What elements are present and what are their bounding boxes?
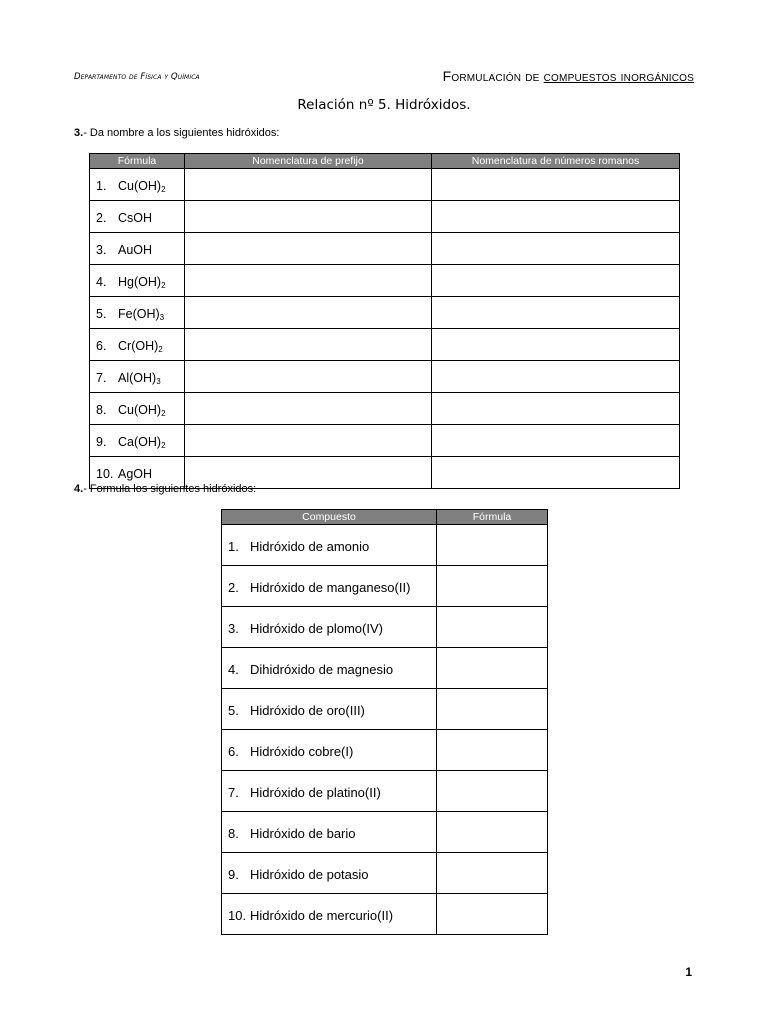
compound-name: Hidróxido de oro(III)	[250, 703, 365, 718]
formula-answer-cell[interactable]	[437, 853, 548, 894]
table-row	[90, 329, 680, 361]
formula-subscript: 3	[156, 376, 161, 386]
compound-cell	[222, 566, 437, 607]
document-title-part2: compuestos inorgánicos	[543, 68, 694, 84]
roman-name-answer-cell[interactable]	[432, 265, 680, 297]
roman-name-answer-cell[interactable]	[432, 169, 680, 201]
row-number: 8.	[228, 826, 239, 841]
row-number: 1.	[228, 539, 239, 554]
formula-answer-cell[interactable]	[437, 771, 548, 812]
table-row	[90, 169, 680, 201]
row-number: 4.	[228, 662, 239, 677]
page-number: 1	[685, 965, 692, 979]
row-number: 9.	[96, 434, 107, 449]
row-number: 3.	[228, 621, 239, 636]
table-row	[90, 201, 680, 233]
table-row	[222, 525, 548, 566]
prefix-name-answer-cell[interactable]	[185, 393, 432, 425]
formula-text: Al(OH)	[118, 370, 157, 385]
formula-answer-cell[interactable]	[437, 894, 548, 935]
table-row	[222, 853, 548, 894]
row-number: 4.	[96, 274, 107, 289]
roman-name-answer-cell[interactable]	[432, 425, 680, 457]
column-header-roman: Nomenclatura de números romanos	[432, 154, 680, 169]
roman-name-answer-cell[interactable]	[432, 297, 680, 329]
formula-subscript: 3	[159, 312, 165, 322]
formula-answer-cell[interactable]	[437, 730, 548, 771]
row-number: 7.	[96, 370, 107, 385]
prefix-name-answer-cell[interactable]	[185, 169, 432, 201]
compound-cell	[222, 853, 437, 894]
compound-cell	[222, 730, 437, 771]
column-header-compound: Compuesto	[222, 510, 437, 525]
formula-cell	[90, 425, 185, 457]
formula-answer-cell[interactable]	[437, 689, 548, 730]
table-row	[222, 566, 548, 607]
formula-table	[221, 509, 548, 935]
formula-cell	[90, 297, 185, 329]
roman-name-answer-cell[interactable]	[432, 361, 680, 393]
exercise4-instruction	[74, 483, 256, 495]
naming-table	[89, 153, 680, 489]
table-row	[90, 393, 680, 425]
formula-subscript: 2	[158, 344, 163, 354]
compound-name: Hidróxido de mercurio(II)	[250, 908, 394, 923]
row-number: 9.	[228, 867, 239, 882]
formula-text: Cu(OH)	[118, 178, 162, 193]
compound-name: Hidróxido de plomo(IV)	[250, 621, 383, 636]
column-header-prefix: Nomenclatura de prefijo	[185, 154, 432, 169]
compound-cell	[222, 812, 437, 853]
roman-name-answer-cell[interactable]	[432, 201, 680, 233]
prefix-name-answer-cell[interactable]	[185, 361, 432, 393]
formula-subscript: 2	[161, 440, 166, 450]
prefix-name-answer-cell[interactable]	[185, 233, 432, 265]
formula-text: AgOH	[118, 466, 153, 481]
formula-text: Hg(OH)	[118, 274, 162, 289]
table-row	[90, 425, 680, 457]
formula-text: AuOH	[118, 242, 153, 257]
compound-name: Hidróxido de amonio	[250, 539, 370, 554]
table-row	[90, 265, 680, 297]
compound-cell	[222, 894, 437, 935]
formula-subscript: 2	[161, 280, 166, 290]
formula-answer-cell[interactable]	[437, 525, 548, 566]
compound-name: Hidróxido de potasio	[250, 867, 369, 882]
formula-text: Ca(OH)	[118, 434, 162, 449]
formula-text: CsOH	[118, 210, 153, 225]
compound-name: Hidróxido de manganeso(II)	[250, 580, 411, 595]
department-label: Departamento de Física y Química	[74, 72, 200, 82]
roman-name-answer-cell[interactable]	[432, 393, 680, 425]
column-header-formula: Fórmula	[437, 510, 548, 525]
table-row	[222, 812, 548, 853]
document-title-part1: Formulación de	[442, 68, 544, 84]
formula-text: Cu(OH)	[118, 402, 162, 417]
row-number: 7.	[228, 785, 239, 800]
formula-answer-cell[interactable]	[437, 566, 548, 607]
compound-name: Hidróxido cobre(I)	[250, 744, 354, 759]
formula-cell	[90, 361, 185, 393]
table-row	[222, 648, 548, 689]
prefix-name-answer-cell[interactable]	[185, 297, 432, 329]
table-row	[222, 689, 548, 730]
formula-answer-cell[interactable]	[437, 812, 548, 853]
table-row	[90, 233, 680, 265]
table-row	[90, 361, 680, 393]
exercise3-text: - Da nombre a los siguientes hidróxidos:	[83, 127, 280, 139]
formula-cell	[90, 329, 185, 361]
compound-name: Hidróxido de bario	[250, 826, 356, 841]
worksheet-subtitle: Relación nº 5. Hidróxidos.	[297, 97, 471, 113]
formula-cell	[90, 393, 185, 425]
formula-answer-cell[interactable]	[437, 607, 548, 648]
compound-cell	[222, 607, 437, 648]
exercise4-text: - Formula los siguientes hidróxidos:	[83, 483, 257, 495]
exercise3-instruction	[74, 127, 279, 139]
roman-name-answer-cell[interactable]	[432, 457, 680, 489]
row-number: 6.	[96, 338, 107, 353]
exercise3-number: 3.	[74, 127, 84, 139]
row-number: 2.	[228, 580, 239, 595]
prefix-name-answer-cell[interactable]	[185, 329, 432, 361]
compound-cell	[222, 689, 437, 730]
row-number: 2.	[96, 210, 107, 225]
prefix-name-answer-cell[interactable]	[185, 425, 432, 457]
table-row	[222, 730, 548, 771]
prefix-name-answer-cell[interactable]	[185, 265, 432, 297]
formula-cell	[90, 233, 185, 265]
compound-cell	[222, 648, 437, 689]
exercise4-number: 4.	[74, 483, 84, 495]
row-number: 10.	[96, 466, 114, 481]
row-number: 5.	[96, 306, 107, 321]
formula-cell	[90, 201, 185, 233]
column-header-formula: Fórmula	[90, 154, 185, 169]
compound-name: Hidróxido de platino(II)	[250, 785, 381, 800]
row-number: 3.	[96, 242, 107, 257]
compound-name: Dihidróxido de magnesio	[250, 662, 394, 677]
row-number: 1.	[96, 178, 107, 193]
table-row	[222, 607, 548, 648]
formula-text: Cr(OH)	[118, 338, 159, 353]
formula-cell	[90, 169, 185, 201]
row-number: 10.	[228, 908, 247, 923]
formula-subscript: 2	[161, 408, 166, 418]
table-row	[90, 297, 680, 329]
row-number: 8.	[96, 402, 107, 417]
naming-table-header	[90, 154, 680, 169]
compound-cell	[222, 525, 437, 566]
compound-cell	[222, 771, 437, 812]
table-row	[222, 894, 548, 935]
row-number: 5.	[228, 703, 239, 718]
formula-cell	[90, 265, 185, 297]
prefix-name-answer-cell[interactable]	[185, 201, 432, 233]
document-title	[443, 68, 694, 84]
formula-subscript: 2	[161, 184, 166, 194]
formula-text: Fe(OH)	[118, 306, 160, 321]
table-row	[222, 771, 548, 812]
formula-answer-cell[interactable]	[437, 648, 548, 689]
roman-name-answer-cell[interactable]	[432, 329, 680, 361]
row-number: 6.	[228, 744, 239, 759]
roman-name-answer-cell[interactable]	[432, 233, 680, 265]
formula-table-header	[222, 510, 548, 525]
